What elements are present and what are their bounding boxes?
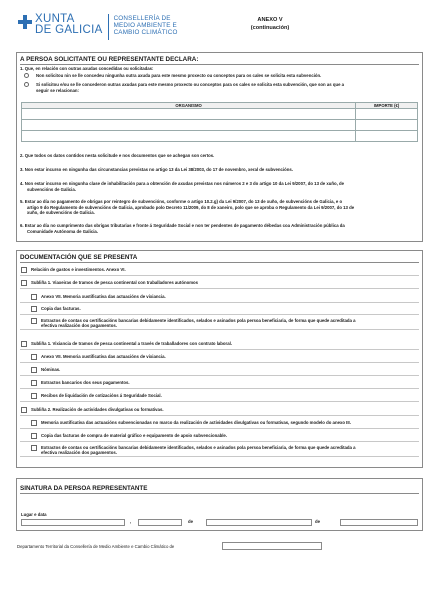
- declaration-item-1: 1. Que, en relación con outras axudas concedidas ou solicitadas:: [20, 66, 154, 71]
- document-checkbox[interactable]: [21, 341, 27, 347]
- option-no-other-aid: Non solicitou nin se lle concedeu ningunha outra axuda para este mesmo proxecto ou conceptos para os cales se solicita esta subvención.: [36, 73, 322, 78]
- document-item-label: Copia das facturas.: [41, 305, 81, 311]
- documentation-section: [16, 250, 423, 468]
- day-field[interactable]: [138, 519, 182, 526]
- annex-heading: [240, 16, 300, 32]
- declaration-item-2: 2. Que todos os datos contidos nesta solicitude e nos documentos que se achegan son certos.: [20, 153, 215, 158]
- organismo-cell[interactable]: [22, 131, 356, 142]
- row-divider: [20, 302, 419, 303]
- row-divider: [20, 401, 419, 402]
- row-divider: [20, 275, 419, 276]
- column-importe: IMPORTE (€): [356, 103, 418, 109]
- logo-line-2: DE GALICIA: [35, 24, 103, 36]
- document-item-label: Anexo VII. Memoria xustificativa das actuacións de vixiancia.: [41, 293, 166, 299]
- declaration-title: A PERSOA SOLICITANTE OU REPRESENTANTE DECLARA:: [20, 56, 199, 63]
- option-other-aid-line-1: Si solicitou e/ou se lle concederon outras axudas para este mesmo proxecto ou conceptos para os cales se solicita esta subvención, que son as que a: [36, 82, 345, 87]
- documentation-title: DOCUMENTACIÓN QUE SE PRESENTA: [20, 254, 138, 261]
- annex-title: ANEXO V: [257, 17, 283, 23]
- document-checkbox[interactable]: [31, 420, 37, 426]
- comma-separator: ,: [130, 519, 132, 524]
- document-checkbox[interactable]: [31, 393, 37, 399]
- declaration-item-3: 3. Non estar incurso en ningunha das circunstancias previstas no artigo 13 da Lei 38/2003, do 17 de novembro, xeral de subvencións.: [20, 167, 293, 172]
- row-divider: [20, 428, 419, 429]
- document-checkbox[interactable]: [21, 407, 27, 413]
- document-item-label: Memoria xustificativa das actuacións subvencionadas no marco da realización de actividades divulgativas ou formativas, segundo modelo do anexo III.: [41, 419, 351, 425]
- document-group-label: Subliña 1. Vixiancia de tramos de pesca continental a través de traballadores con contrato laboral.: [31, 340, 232, 346]
- place-field[interactable]: [21, 519, 125, 526]
- row-divider: [20, 362, 419, 363]
- column-organismo: ORGANISMO: [22, 103, 356, 109]
- logo-line-1: XUNTA: [35, 13, 75, 25]
- declaration-title-rule: [20, 64, 419, 65]
- organismo-cell[interactable]: [22, 109, 356, 120]
- documentation-title-rule: [20, 262, 419, 263]
- conselleria-line-1: CONSELLERÍA DE: [113, 15, 171, 22]
- row-divider: [20, 349, 419, 350]
- signature-title-rule: [20, 493, 419, 494]
- row-divider: [20, 375, 419, 376]
- declaration-item-5-line-3: xuño, de subvencións de Galicia.: [27, 210, 95, 215]
- document-item-label: Extractos de contas ou certificacións bancarias debidamente identificados, selados e asinados pola persoa beneficiaria, de forma que quede acreditada a: [41, 317, 356, 323]
- row-divider: [20, 456, 419, 457]
- page-header: [18, 14, 428, 46]
- place-date-label: Lugar e data: [21, 512, 47, 517]
- radio-no-other-aid[interactable]: [24, 73, 29, 78]
- document-item-label: Extractos de contas ou certificacións bancarias debidamente identificados, selados e asinados pola persoa beneficiaria, de forma que quede acreditada a: [41, 444, 356, 450]
- importe-cell[interactable]: [356, 120, 418, 131]
- document-checkbox[interactable]: [31, 294, 37, 300]
- document-item-label: Extractos bancarios dos seus pagamentos.: [41, 379, 130, 385]
- document-item-label: Relación de gastos e investimentos. Anexo VI.: [31, 266, 126, 272]
- option-other-aid-line-2: seguir se relacionan:: [36, 87, 79, 93]
- document-checkbox[interactable]: [31, 433, 37, 439]
- organismo-cell[interactable]: [22, 120, 356, 131]
- row-divider: [20, 288, 419, 289]
- document-item-label-continued: efectiva realización dos pagamentos.: [41, 323, 117, 328]
- logo-divider: [108, 14, 109, 40]
- xunta-logo: [18, 14, 178, 40]
- row-divider: [20, 329, 419, 330]
- declaration-item-5-line-1: 5. Estar ao día no pagamento de obrigas por reintegro de subvencións, conforme o artigo 10.2.g) da Lei 9/2007, do 13 de xuño, de subvencións de Galicia, e o: [20, 199, 343, 204]
- other-aid-table: [21, 102, 418, 142]
- document-group-label: Subliña 1. Viaxeiras de tramos de pesca continental con traballadores autónomos: [31, 279, 199, 285]
- document-checkbox[interactable]: [31, 354, 37, 360]
- document-checkbox[interactable]: [31, 306, 37, 312]
- year-field[interactable]: [340, 519, 418, 526]
- department-field[interactable]: [222, 542, 322, 550]
- signature-section: [16, 478, 423, 531]
- xunta-cross-icon: [18, 15, 32, 29]
- row-divider: [20, 388, 419, 389]
- conselleria-line-2: MEDIO AMBIENTE E: [113, 22, 177, 29]
- document-checkbox[interactable]: [21, 280, 27, 286]
- importe-cell[interactable]: [356, 109, 418, 120]
- signature-title: SINATURA DA PERSOA REPRESENTANTE: [20, 485, 148, 492]
- document-item-label: Anexo VII. Memoria xustificativa das actuacións de vixiancia.: [41, 353, 166, 359]
- document-group-label: Subliña 2. Realización de actividades divulgativas ou formativas.: [31, 406, 164, 412]
- declaration-item-6-line-2: Comunidade Autónoma de Galicia.: [27, 228, 98, 234]
- document-item-label-continued: efectiva realización dos pagamentos.: [41, 450, 117, 455]
- document-item-label: Copia das facturas de compra de material gráfico e equipamento de apoio subvencionable.: [41, 432, 228, 438]
- declaration-item-5-line-2: artigo 9 do Regulamento de subvencións de Galicia, aprobado polo Decreto 11/2009, do 8 de xaneiro, polo que se aproba o Regulamento da Lei 9/2007, do 13 de: [27, 204, 355, 210]
- table-row: [22, 120, 418, 131]
- document-checkbox[interactable]: [31, 318, 37, 324]
- declaration-item-6-line-1: 6. Estar ao día no cumprimento das obrigas tributarias e fronte á Seguridade Social e non ter pendentes de pagamento débedas coa Administración pública da: [20, 223, 345, 228]
- department-label: Departamento Territorial da Consellería de Medio Ambiente e Cambio Climático de: [17, 544, 175, 549]
- document-checkbox[interactable]: [31, 445, 37, 451]
- radio-other-aid[interactable]: [24, 82, 29, 87]
- conselleria-line-3: CAMBIO CLIMÁTICO: [113, 29, 178, 36]
- annex-subtitle: (continuación): [250, 25, 290, 31]
- row-divider: [20, 314, 419, 315]
- declaration-item-4-line-2: subvencións de Galicia.: [27, 186, 76, 192]
- declaration-item-4-line-1: 4. Non estar incurso en ningunha clase de inhabilitación para a obtención de axudas previstas nos números 2 e 3 do artigo 10 da Lei 9/2007, do 13 de xuño, de: [20, 181, 345, 186]
- de-separator-1: de: [188, 519, 194, 524]
- month-field[interactable]: [206, 519, 312, 526]
- document-checkbox[interactable]: [31, 380, 37, 386]
- table-row: [22, 131, 418, 142]
- document-checkbox[interactable]: [31, 367, 37, 373]
- importe-cell[interactable]: [356, 131, 418, 142]
- table-row: [22, 109, 418, 120]
- row-divider: [20, 415, 419, 416]
- row-divider: [20, 441, 419, 442]
- de-separator-2: de: [315, 519, 321, 524]
- document-item-label: Recibos de liquidación de cotizacións á Seguridade Social.: [41, 392, 162, 398]
- document-item-label: Nóminas.: [41, 366, 61, 372]
- document-checkbox[interactable]: [21, 267, 27, 273]
- declaration-section: [16, 52, 423, 242]
